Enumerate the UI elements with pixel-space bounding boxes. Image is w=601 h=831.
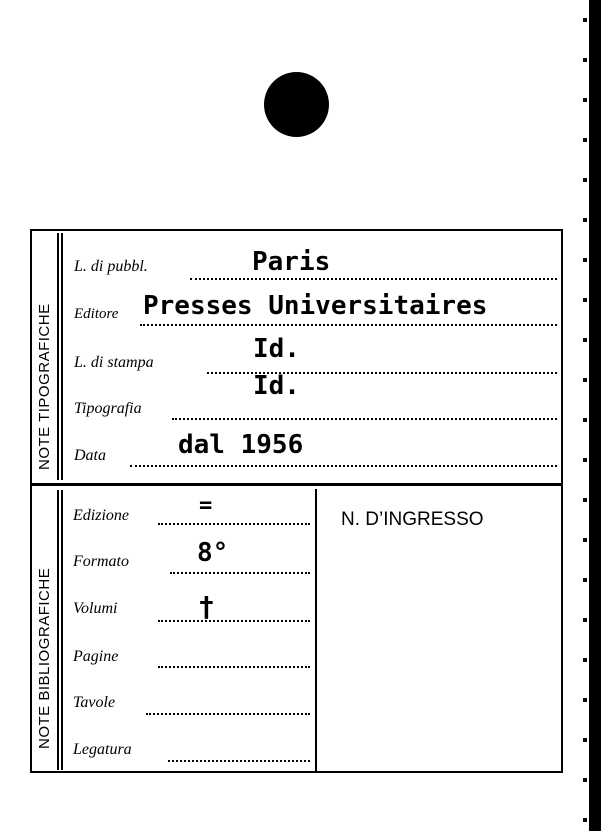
- label-luogo-pubblicazione: L. di pubbl.: [74, 258, 148, 275]
- label-tipografia: Tipografia: [74, 400, 142, 417]
- value-tipografia: Id.: [253, 371, 300, 401]
- value-formato: 8°: [197, 538, 229, 568]
- label-editore: Editore: [74, 306, 119, 322]
- side-rule-bottom: [57, 490, 59, 770]
- line-tipografia: [172, 418, 557, 420]
- label-formato: Formato: [73, 553, 129, 570]
- edge-marks: [583, 0, 587, 831]
- line-edizione: [158, 523, 310, 525]
- label-tavole: Tavole: [73, 694, 116, 711]
- side-rule-bottom-inner: [61, 490, 63, 770]
- card-edge: [589, 0, 601, 831]
- line-formato: [170, 572, 310, 574]
- value-data: dal 1956: [178, 430, 304, 460]
- label-luogo-stampa: L. di stampa: [74, 354, 154, 371]
- column-divider: [315, 489, 317, 772]
- line-tavole: [146, 713, 310, 715]
- side-rule-top-inner: [61, 233, 63, 480]
- label-legatura: Legatura: [73, 741, 132, 758]
- value-luogo-pubblicazione: Paris: [252, 247, 331, 277]
- section-label-bibliografiche: NOTE BIBLIOGRAFICHE: [36, 567, 53, 749]
- line-luogo-pubblicazione: [190, 278, 557, 280]
- label-pagine: Pagine: [73, 648, 119, 665]
- label-edizione: Edizione: [73, 507, 129, 524]
- label-data: Data: [74, 447, 106, 464]
- ingresso-label: N. D’INGRESSO: [341, 509, 484, 530]
- line-pagine: [158, 666, 310, 668]
- line-data: [130, 465, 557, 467]
- section-label-tipografiche: NOTE TIPOGRAFICHE: [36, 303, 53, 470]
- value-volumi: †: [198, 590, 215, 623]
- value-edizione: =: [199, 493, 213, 518]
- line-volumi: [158, 620, 310, 622]
- label-volumi: Volumi: [73, 600, 118, 617]
- line-editore: [140, 324, 557, 326]
- line-legatura: [168, 760, 310, 762]
- section-divider: [30, 483, 563, 486]
- value-luogo-stampa: Id.: [253, 334, 300, 364]
- punch-hole: [264, 72, 329, 137]
- side-rule-top: [57, 233, 59, 480]
- value-editore: Presses Universitaires: [143, 291, 488, 321]
